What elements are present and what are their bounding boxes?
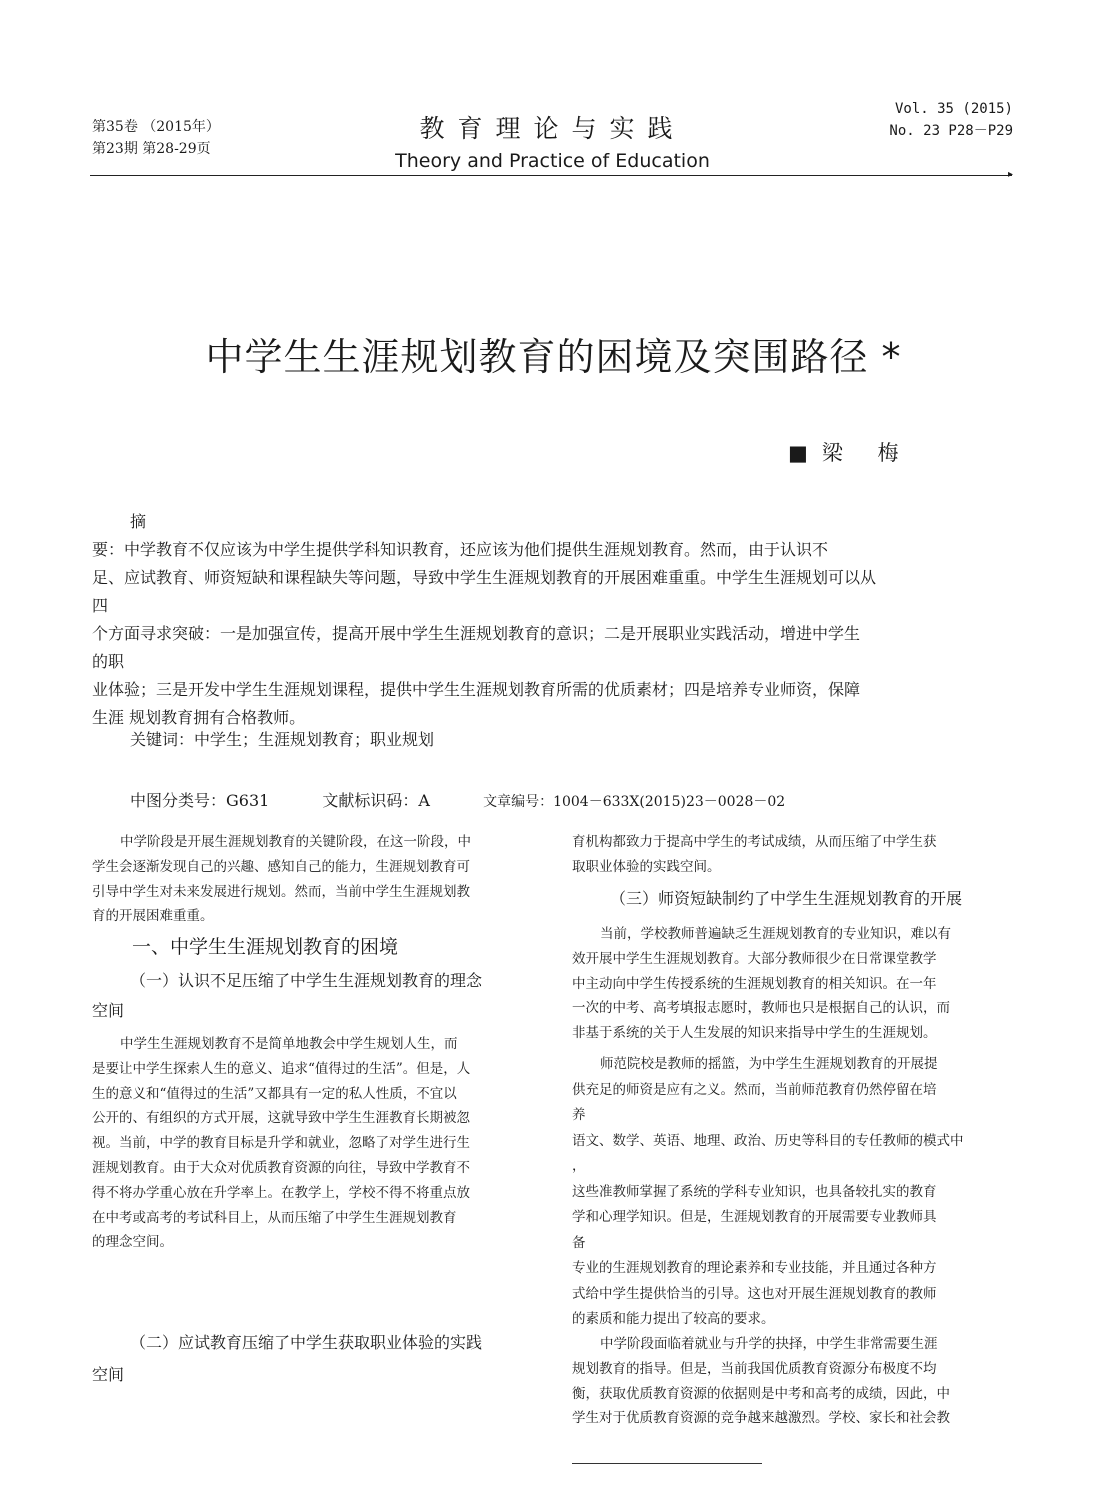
text-line: 得不将办学重心放在升学率上。在教学上，学校不得不将重点放 xyxy=(92,1184,470,1201)
subsection-heading-cont: 空间 xyxy=(92,1001,125,1020)
text-line: 育的开展困难重重。 xyxy=(92,908,214,925)
text-line: ， xyxy=(572,1158,586,1174)
article-title: 中学生生涯规划教育的困境及突围路径 * xyxy=(205,335,902,379)
left-column-intro xyxy=(92,830,534,929)
text-line: 供充足的师资是应有之义。然而，当前师范教育仍然停留在培 xyxy=(572,1081,937,1098)
text-line: 非基于系统的关于人生发展的知识来指导中学生的生涯规划。 xyxy=(572,1025,937,1042)
right-column-paragraph-5 xyxy=(572,1332,1020,1431)
footnote-rule xyxy=(572,1463,762,1464)
text-line: 当前，学校教师普遍缺乏生涯规划教育的专业知识，难以有 xyxy=(600,926,951,942)
abstract xyxy=(92,508,1012,732)
subsection-heading: （一）认识不足压缩了中学生生涯规划教育的理念 xyxy=(130,971,483,990)
text-line: 在中考或高考的考试科目上，从而压缩了中学生生涯规划教育 xyxy=(92,1209,457,1226)
abstract-line: 足、应试教育、师资短缺和课程缺失等问题，导致中学生生涯规划教育的开展困难重重。中学生生涯规划可以从 xyxy=(92,568,877,587)
journal-masthead xyxy=(360,112,745,174)
right-column-continuation xyxy=(572,830,1020,880)
subsection-heading-cont: 空间 xyxy=(92,1365,125,1384)
text-line: 视。当前，中学的教育目标是升学和就业，忽略了对学生进行生 xyxy=(92,1135,470,1152)
text-line: 养 xyxy=(572,1107,586,1123)
header-rule xyxy=(90,175,1012,176)
issue-line-en: No. 23 P28－P29 xyxy=(889,123,1013,139)
text-line: 中学生生涯规划教育不是简单地教会中学生规划人生，而 xyxy=(120,1036,458,1052)
text-line: 专业的生涯规划教育的理论素养和专业技能，并且通过各种方 xyxy=(572,1260,937,1276)
journal-volume-en xyxy=(889,98,1013,142)
text-line: 公开的、有组织的方式开展，这就导致中学生生涯教育长期被忽 xyxy=(92,1110,470,1127)
text-line: 的理念空间。 xyxy=(92,1234,173,1251)
journal-name-en: Theory and Practice of Education xyxy=(395,150,710,172)
text-line: 是要让中学生探索人生的意义、追求“值得过的生活”。但是，人 xyxy=(92,1060,471,1077)
volume-line-en: Vol. 35 (2015) xyxy=(894,101,1013,117)
text-line: 这些准教师掌握了系统的学科专业知识，也具备较扎实的教育 xyxy=(572,1183,937,1200)
abstract-line: 业体验；三是开发中学生生涯规划课程，提供中学生生涯规划教育所需的优质素材；四是培养专业师资，保障 xyxy=(92,680,861,699)
journal-name-cn: 教育理论与实践 xyxy=(419,114,686,143)
subsection-heading: （三）师资短缺制约了中学生生涯规划教育的开展 xyxy=(610,889,963,908)
abstract-line: 摘 xyxy=(130,512,147,531)
right-column-paragraph-3 xyxy=(572,922,1020,1046)
left-column-paragraph-1 xyxy=(92,1032,534,1255)
text-line: 师范院校是教师的摇篮，为中学生生涯规划教育的开展提 xyxy=(600,1056,938,1072)
text-line: 生的意义和“值得过的生活”又都具有一定的私人性质，不宜以 xyxy=(92,1085,457,1102)
text-line: 语文、数学、英语、地理、政治、历史等科目的专任教师的模式中 xyxy=(572,1132,964,1149)
text-line: 式给中学生提供恰当的引导。这也对开展生涯规划教育的教师 xyxy=(572,1285,937,1302)
author-name: ■梁 梅 xyxy=(788,441,913,465)
text-line: 中学阶段面临着就业与升学的抉择，中学生非常需要生涯 xyxy=(600,1336,938,1352)
text-line: 一次的中考、高考填报志愿时，教师也只是根据自己的认识，而 xyxy=(572,1000,950,1017)
abstract-line: 要：中学教育不仅应该为中学生提供学科知识教育，还应该为他们提供生涯规划教育。然而，由于认识不 xyxy=(92,540,829,559)
text-line: 学生会逐渐发现自己的兴趣、感知自己的能力，生涯规划教育可 xyxy=(92,858,470,875)
text-line: 效开展中学生生涯规划教育。大部分教师很少在日常课堂教学 xyxy=(572,950,937,967)
abstract-line: 生涯 规划教育拥有合格教师。 xyxy=(92,708,306,727)
arrow-right-icon: ▸ xyxy=(1008,169,1014,180)
right-column-paragraph-4 xyxy=(572,1052,1020,1333)
text-line: 规划教育的指导。但是，当前我国优质教育资源分布极度不均 xyxy=(572,1360,937,1377)
document-code: 文献标识码：A xyxy=(322,791,430,810)
classification-row xyxy=(130,788,785,815)
section-heading-1: 一、中学生生涯规划教育的困境 xyxy=(132,936,399,958)
journal-volume-cn xyxy=(92,116,220,160)
text-line: 的素质和能力提出了较高的要求。 xyxy=(572,1311,775,1327)
text-line: 涯规划教育。由于大众对优质教育资源的向往，导致中学教育不 xyxy=(92,1159,470,1176)
article-number: 文章编号：1004－633X(2015)23－0028－02 xyxy=(483,794,786,810)
clc-number: 中图分类号：G631 xyxy=(130,791,270,810)
text-line: 育机构都致力于提高中学生的考试成绩，从而压缩了中学生获 xyxy=(572,834,937,850)
text-line: 衡，获取优质教育资源的依据则是中考和高考的成绩，因此，中 xyxy=(572,1385,950,1402)
volume-line-cn: 第35卷 （2015年） xyxy=(92,119,220,135)
abstract-line: 的职 xyxy=(92,652,125,671)
text-line: 引导中学生对未来发展进行规划。然而，当前中学生生涯规划教 xyxy=(92,883,470,900)
text-line: 学和心理学知识。但是，生涯规划教育的开展需要专业教师具 xyxy=(572,1209,937,1225)
abstract-line: 个方面寻求突破：一是加强宣传，提高开展中学生生涯规划教育的意识；二是开展职业实践活动，增进中学生 xyxy=(92,624,861,643)
text-line: 学生对于优质教育资源的竞争越来越激烈。学校、家长和社会教 xyxy=(572,1410,950,1427)
abstract-line: 四 xyxy=(92,596,109,615)
issue-line-cn: 第23期 第28-29页 xyxy=(92,141,211,157)
text-line: 中主动向中学生传授系统的生涯规划教育的相关知识。在一年 xyxy=(572,975,937,992)
subsection-heading: （二）应试教育压缩了中学生获取职业体验的实践 xyxy=(130,1333,483,1352)
text-line: 中学阶段是开展生涯规划教育的关键阶段，在这一阶段，中 xyxy=(120,834,471,850)
keywords: 关键词：中学生；生涯规划教育；职业规划 xyxy=(130,730,435,749)
text-line: 取职业体验的实践空间。 xyxy=(572,858,721,875)
text-line: 备 xyxy=(572,1234,586,1251)
